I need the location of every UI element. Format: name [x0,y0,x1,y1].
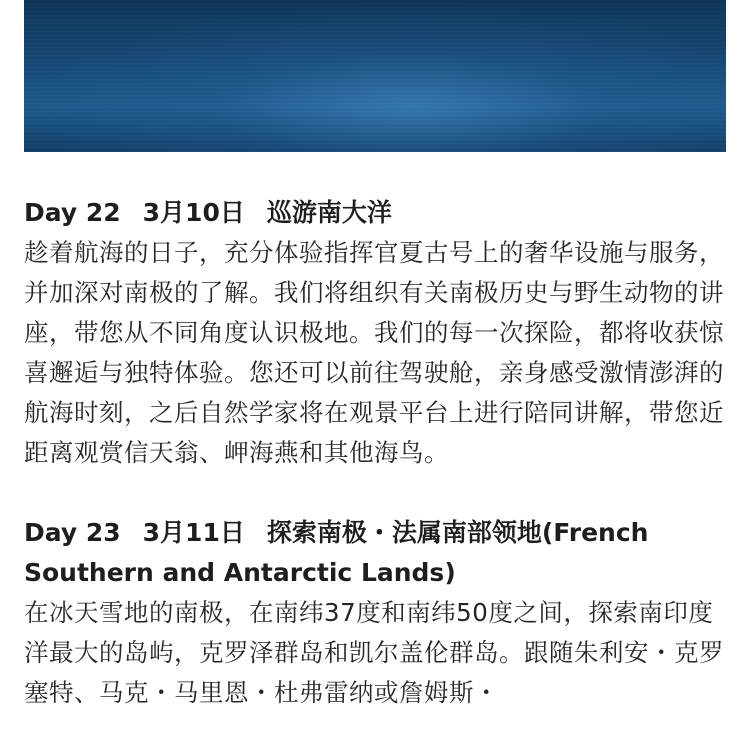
day-number: Day 23 [24,518,121,547]
day-number: Day 22 [24,198,121,227]
day-description: 趁着航海的日子，充分体验指挥官夏古号上的奢华设施与服务，并加深对南极的了解。我们将组织有关南极历史与野生动物的讲座，带您从不同角度认识极地。我们的每一次探险，都将收获惊喜邂逅与独特体验。您还可以前往驾驶舱，亲身感受激情澎湃的航海时刻，之后自然学家将在观景平台上进行陪同讲解，带您近距离观赏信天翁、岬海燕和其他海鸟。 [24,238,724,467]
day-heading [24,193,726,233]
itinerary-day-23 [24,513,726,713]
day-title: 巡游南大洋 [266,198,392,227]
day-title: 探索南极・法属南部领地(French Southern and Antarctic Lands) [24,518,649,587]
day-heading [24,513,726,593]
itinerary-content [24,193,726,713]
itinerary-day-22 [24,193,726,473]
day-date: 3月11日 [142,518,245,547]
day-date: 3月10日 [142,198,245,227]
hero-ocean-image [24,0,726,152]
day-description: 在冰天雪地的南极，在南纬37度和南纬50度之间，探索南印度洋最大的岛屿，克罗泽群岛和凯尔盖伦群岛。跟随朱利安・克罗塞特、马克・马里恩・杜弗雷纳或詹姆斯・ [24,598,724,707]
